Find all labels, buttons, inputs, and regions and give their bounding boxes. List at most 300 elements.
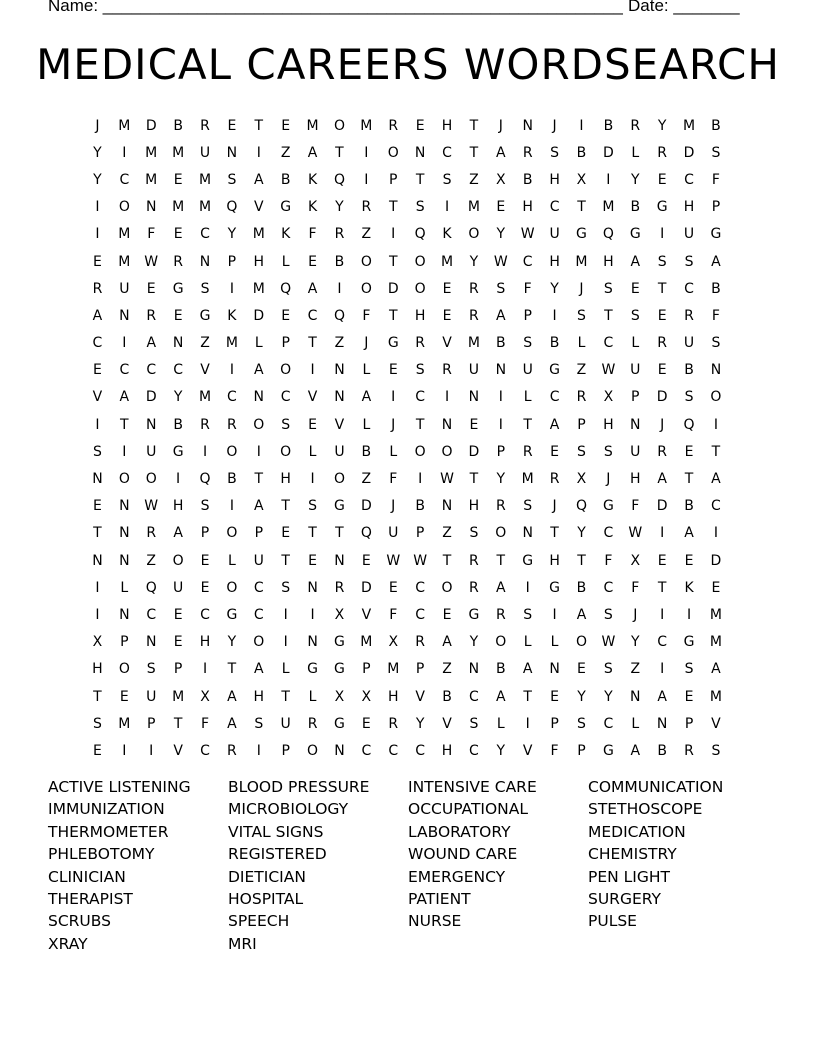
grid-letter: C	[415, 742, 426, 759]
grid-letter: P	[281, 335, 290, 352]
grid-letter: I	[552, 307, 557, 324]
grid-letter: B	[334, 253, 345, 270]
grid-letter: P	[711, 199, 721, 216]
grid-letter: I	[256, 443, 261, 460]
grid-letter: G	[226, 606, 238, 623]
grid-letter: D	[360, 579, 372, 596]
grid-letter: N	[307, 579, 318, 596]
grid-letter: P	[362, 661, 371, 678]
grid-letter: N	[253, 389, 265, 406]
grid-letter: C	[469, 688, 479, 705]
grid-letter: E	[684, 443, 694, 460]
grid-letter: H	[549, 552, 560, 569]
grid-letter: N	[414, 144, 426, 161]
grid-letter: R	[469, 307, 479, 324]
grid-letter: G	[522, 552, 534, 569]
grid-letter: M	[198, 171, 212, 188]
grid-letter: G	[549, 579, 561, 596]
word-list-item: DIETICIAN	[228, 867, 306, 886]
grid-letter: E	[442, 280, 452, 297]
grid-letter: L	[389, 443, 398, 460]
grid-letter: O	[414, 253, 426, 270]
grid-letter: Y	[469, 253, 479, 270]
word-list-item: SPEECH	[228, 912, 290, 931]
grid-letter: Y	[496, 742, 506, 759]
word-list-item: PATIENT	[408, 889, 471, 908]
grid-letter: R	[684, 307, 694, 324]
grid-letter: F	[631, 579, 640, 596]
grid-letter: N	[549, 661, 560, 678]
grid-letter: O	[414, 443, 426, 460]
grid-letter: F	[711, 307, 720, 324]
grid-letter: I	[713, 525, 718, 542]
grid-letter: N	[226, 144, 238, 161]
grid-letter: L	[523, 389, 532, 406]
grid-letter: Z	[200, 335, 210, 352]
grid-letter: I	[283, 606, 288, 623]
grid-letter: M	[225, 335, 238, 352]
grid-letter: O	[360, 253, 372, 270]
grid-letter: T	[173, 715, 183, 732]
grid-letter: A	[657, 471, 667, 488]
grid-letter: T	[657, 579, 667, 596]
grid-letter: T	[281, 688, 290, 705]
grid-letter: K	[281, 226, 291, 243]
grid-letter: C	[119, 362, 130, 379]
grid-letter: X	[496, 171, 506, 188]
grid-letter: T	[577, 552, 586, 569]
grid-letter: U	[549, 226, 560, 243]
grid-letter: N	[522, 117, 533, 134]
grid-letter: K	[442, 226, 452, 243]
grid-letter: X	[92, 634, 103, 651]
grid-letter: S	[684, 389, 694, 406]
grid-letter: O	[280, 443, 292, 460]
grid-letter: O	[307, 742, 319, 759]
grid-letter: P	[120, 634, 129, 651]
grid-letter: M	[709, 688, 722, 705]
grid-letter: A	[711, 253, 721, 270]
grid-letter: E	[361, 552, 371, 569]
grid-letter: O	[360, 280, 372, 297]
grid-letter: I	[606, 171, 611, 188]
grid-letter: C	[253, 606, 264, 623]
word-list-item: ACTIVE LISTENING	[48, 778, 191, 796]
grid-letter: W	[440, 471, 454, 488]
grid-letter: L	[550, 634, 559, 651]
grid-letter: A	[227, 688, 237, 705]
grid-letter: O	[226, 525, 238, 542]
grid-letter: O	[280, 362, 292, 379]
grid-letter: S	[523, 498, 533, 515]
grid-letter: L	[631, 144, 640, 161]
grid-letter: Q	[602, 226, 614, 243]
grid-letter: Z	[576, 362, 587, 379]
grid-letter: T	[388, 253, 398, 270]
grid-letter: C	[227, 389, 237, 406]
grid-letter: Y	[173, 389, 183, 406]
grid-letter: R	[657, 443, 668, 460]
grid-letter: E	[388, 362, 398, 379]
grid-letter: C	[307, 307, 318, 324]
word-list-item: PHLEBOTOMY	[48, 845, 155, 864]
grid-letter: Q	[199, 471, 211, 488]
grid-letter: E	[577, 661, 586, 678]
grid-letter: B	[173, 416, 183, 433]
grid-letter: T	[577, 199, 586, 216]
grid-letter: E	[93, 498, 102, 515]
grid-letter: F	[362, 307, 371, 324]
grid-letter: N	[441, 498, 453, 515]
grid-letter: N	[334, 362, 345, 379]
grid-letter: E	[93, 742, 102, 759]
grid-letter: N	[334, 389, 345, 406]
grid-letter: I	[229, 362, 234, 379]
grid-letter: I	[444, 389, 450, 406]
grid-letter: F	[523, 280, 532, 297]
grid-letter: A	[442, 634, 452, 651]
grid-letter: W	[144, 253, 159, 270]
word-list-item: MICROBIOLOGY	[228, 800, 349, 819]
grid-letter: M	[440, 253, 454, 270]
grid-letter: G	[576, 226, 587, 243]
grid-letter: F	[308, 226, 317, 243]
grid-letter: E	[442, 606, 452, 623]
grid-letter: I	[122, 742, 127, 759]
grid-letter: A	[630, 742, 641, 759]
grid-letter: N	[468, 389, 480, 406]
grid-letter: S	[442, 171, 452, 188]
grid-letter: I	[498, 389, 503, 406]
grid-letter: A	[227, 715, 237, 732]
grid-letter: T	[469, 144, 479, 161]
grid-letter: I	[122, 144, 127, 161]
grid-letter: I	[95, 579, 100, 596]
grid-letter: C	[549, 389, 560, 406]
grid-letter: A	[146, 335, 157, 352]
grid-letter: W	[144, 498, 159, 515]
grid-letter: X	[200, 688, 210, 705]
grid-letter: G	[468, 606, 480, 623]
grid-letter: V	[361, 606, 372, 623]
grid-letter: U	[522, 362, 533, 379]
grid-letter: S	[711, 335, 721, 352]
grid-letter: C	[415, 606, 426, 623]
grid-letter: R	[388, 715, 399, 732]
grid-letter: A	[496, 144, 506, 161]
grid-letter: Y	[93, 144, 102, 161]
grid-letter: W	[493, 253, 508, 270]
grid-letter: E	[657, 362, 667, 379]
grid-letter: G	[280, 199, 292, 216]
grid-letter: N	[119, 498, 130, 515]
grid-letter: S	[684, 661, 694, 678]
grid-letter: P	[523, 307, 532, 324]
grid-letter: U	[630, 362, 641, 379]
grid-letter: G	[549, 362, 561, 379]
grid-letter: A	[496, 688, 506, 705]
grid-letter: F	[200, 715, 210, 732]
grid-letter: H	[549, 253, 560, 270]
grid-letter: A	[173, 525, 183, 542]
grid-letter: H	[199, 634, 211, 651]
grid-letter: I	[256, 742, 261, 759]
grid-letter: Q	[414, 226, 426, 243]
grid-letter: I	[283, 634, 288, 651]
grid-letter: C	[469, 742, 479, 759]
grid-letter: B	[280, 171, 291, 188]
grid-letter: F	[631, 498, 640, 515]
grid-letter: O	[333, 117, 345, 134]
grid-letter: Z	[361, 226, 372, 243]
grid-letter: T	[254, 471, 264, 488]
grid-letter: E	[442, 307, 452, 324]
grid-letter: Z	[469, 171, 479, 188]
grid-letter: I	[176, 471, 181, 488]
grid-letter: P	[577, 742, 586, 759]
grid-letter: E	[227, 117, 237, 134]
grid-letter: M	[467, 335, 480, 352]
grid-letter: M	[602, 199, 615, 216]
grid-letter: Q	[280, 280, 292, 297]
grid-letter: N	[145, 634, 157, 651]
word-list	[48, 778, 768, 957]
grid-letter: E	[308, 253, 317, 270]
grid-letter: N	[199, 253, 211, 270]
grid-letter: J	[95, 117, 100, 134]
grid-letter: G	[629, 226, 641, 243]
grid-letter: P	[227, 253, 237, 270]
grid-letter: I	[364, 144, 369, 161]
date-field-label: Date: _______	[628, 0, 740, 15]
grid-letter: I	[713, 416, 718, 433]
grid-letter: B	[522, 171, 533, 188]
grid-letter: Y	[657, 117, 667, 134]
grid-letter: I	[256, 144, 261, 161]
grid-letter: R	[522, 144, 533, 161]
grid-letter: I	[686, 606, 692, 623]
grid-letter: O	[118, 471, 130, 488]
grid-letter: C	[280, 389, 291, 406]
grid-letter: C	[173, 362, 183, 379]
grid-letter: S	[603, 443, 613, 460]
grid-letter: Y	[227, 226, 237, 243]
word-list-item: CLINICIAN	[48, 867, 126, 886]
grid-letter: N	[495, 362, 507, 379]
grid-letter: T	[388, 199, 398, 216]
grid-letter: J	[391, 416, 396, 433]
grid-letter: O	[710, 389, 722, 406]
grid-letter: I	[444, 199, 450, 216]
grid-letter: R	[657, 335, 668, 352]
grid-letter: C	[415, 579, 426, 596]
grid-letter: H	[603, 253, 614, 270]
grid-letter: R	[549, 471, 560, 488]
grid-letter: L	[631, 335, 640, 352]
grid-letter: C	[603, 715, 614, 732]
grid-letter: C	[388, 742, 399, 759]
grid-letter: A	[254, 362, 264, 379]
grid-letter: X	[334, 606, 345, 623]
grid-letter: L	[308, 443, 317, 460]
grid-letter: R	[630, 117, 641, 134]
grid-letter: I	[95, 606, 100, 623]
grid-letter: I	[202, 661, 208, 678]
grid-letter: I	[525, 715, 530, 732]
grid-letter: M	[467, 199, 480, 216]
grid-letter: F	[147, 226, 156, 243]
grid-letter: I	[498, 416, 503, 433]
grid-letter: H	[603, 416, 614, 433]
grid-letter: R	[657, 144, 668, 161]
grid-letter: X	[630, 552, 641, 569]
grid-letter: B	[657, 742, 667, 759]
grid-letter: Y	[630, 171, 640, 188]
grid-letter: Y	[496, 471, 506, 488]
grid-letter: T	[281, 552, 290, 569]
word-list-item: HOSPITAL	[228, 889, 304, 908]
grid-letter: T	[523, 416, 532, 433]
grid-letter: U	[199, 144, 211, 161]
grid-letter: C	[603, 335, 614, 352]
grid-letter: N	[522, 525, 533, 542]
grid-letter: L	[362, 362, 371, 379]
grid-letter: I	[95, 226, 100, 243]
grid-letter: G	[334, 661, 345, 678]
grid-letter: P	[200, 525, 210, 542]
grid-letter: O	[118, 661, 130, 678]
grid-letter: H	[414, 307, 426, 324]
grid-letter: A	[496, 307, 506, 324]
grid-letter: E	[173, 606, 183, 623]
grid-letter: C	[522, 253, 533, 270]
grid-letter: M	[682, 117, 696, 134]
grid-letter: I	[229, 280, 234, 297]
grid-letter: H	[468, 498, 480, 515]
grid-letter: N	[334, 552, 345, 569]
grid-letter: O	[172, 552, 184, 569]
grid-letter: U	[334, 443, 345, 460]
grid-letter: Y	[415, 715, 425, 732]
grid-letter: H	[92, 661, 103, 678]
grid-letter: S	[415, 199, 425, 216]
grid-letter: E	[657, 307, 667, 324]
grid-letter: R	[334, 579, 345, 596]
grid-letter: Z	[280, 144, 291, 161]
grid-letter: N	[119, 307, 130, 324]
word-list-item: VITAL SIGNS	[228, 822, 324, 841]
grid-letter: M	[306, 117, 319, 134]
grid-letter: C	[442, 144, 452, 161]
grid-letter: E	[415, 117, 425, 134]
grid-letter: S	[711, 144, 721, 161]
grid-letter: M	[118, 715, 131, 732]
grid-letter: M	[575, 253, 588, 270]
grid-letter: M	[145, 144, 158, 161]
grid-letter: O	[414, 280, 426, 297]
grid-letter: O	[468, 226, 480, 243]
grid-letter: P	[577, 416, 586, 433]
grid-letter: T	[442, 552, 452, 569]
grid-letter: H	[629, 471, 641, 488]
grid-letter: N	[710, 362, 722, 379]
grid-letter: W	[520, 226, 535, 243]
grid-letter: U	[146, 443, 157, 460]
page-title: MEDICAL CAREERS WORDSEARCH	[36, 40, 780, 89]
grid-letter: W	[386, 552, 401, 569]
grid-letter: J	[606, 471, 611, 488]
word-list-item: PULSE	[588, 912, 637, 931]
grid-letter: O	[495, 525, 507, 542]
grid-letter: E	[657, 171, 667, 188]
grid-letter: G	[172, 443, 184, 460]
grid-letter: Q	[360, 525, 372, 542]
grid-letter: V	[254, 199, 264, 216]
grid-letter: B	[442, 688, 452, 705]
grid-letter: X	[334, 688, 345, 705]
grid-letter: I	[418, 471, 423, 488]
grid-letter: U	[146, 688, 157, 705]
grid-letter: I	[660, 226, 665, 243]
grid-letter: I	[95, 416, 100, 433]
grid-letter: F	[550, 742, 559, 759]
grid-letter: T	[550, 525, 559, 542]
grid-letter: C	[200, 226, 210, 243]
grid-letter: N	[145, 199, 157, 216]
grid-letter: M	[387, 661, 400, 678]
grid-letter: C	[657, 634, 668, 651]
grid-letter: A	[657, 688, 667, 705]
grid-letter: B	[684, 362, 694, 379]
grid-letter: N	[441, 416, 453, 433]
word-list-item: BLOOD PRESSURE	[228, 778, 370, 796]
grid-letter: F	[389, 471, 398, 488]
grid-letter: S	[603, 280, 613, 297]
grid-letter: S	[93, 715, 102, 732]
grid-letter: U	[683, 335, 695, 352]
grid-letter: D	[145, 389, 157, 406]
grid-letter: T	[469, 471, 479, 488]
grid-letter: V	[415, 688, 425, 705]
grid-letter: R	[469, 280, 479, 297]
grid-letter: B	[227, 471, 237, 488]
grid-letter: C	[603, 579, 614, 596]
grid-letter: W	[413, 552, 428, 569]
grid-letter: M	[198, 199, 212, 216]
word-list-item: NURSE	[408, 912, 462, 931]
grid-letter: V	[442, 715, 452, 732]
grid-letter: B	[496, 661, 506, 678]
grid-letter: S	[711, 742, 721, 759]
grid-letter: T	[93, 525, 102, 542]
grid-letter: M	[252, 226, 265, 243]
grid-letter: O	[495, 634, 507, 651]
grid-letter: S	[657, 253, 667, 270]
word-list-item: MEDICATION	[588, 822, 686, 841]
grid-letter: E	[496, 199, 506, 216]
grid-letter: Q	[145, 579, 157, 596]
grid-letter: T	[335, 144, 344, 161]
grid-letter: G	[199, 307, 211, 324]
grid-letter: Y	[550, 280, 559, 297]
grid-letter: B	[173, 117, 183, 134]
grid-letter: J	[498, 117, 503, 134]
word-list-item: THERAPIST	[48, 889, 133, 908]
grid-letter: E	[146, 280, 156, 297]
grid-letter: I	[337, 280, 342, 297]
grid-letter: Z	[146, 552, 157, 569]
grid-letter: Q	[683, 416, 695, 433]
